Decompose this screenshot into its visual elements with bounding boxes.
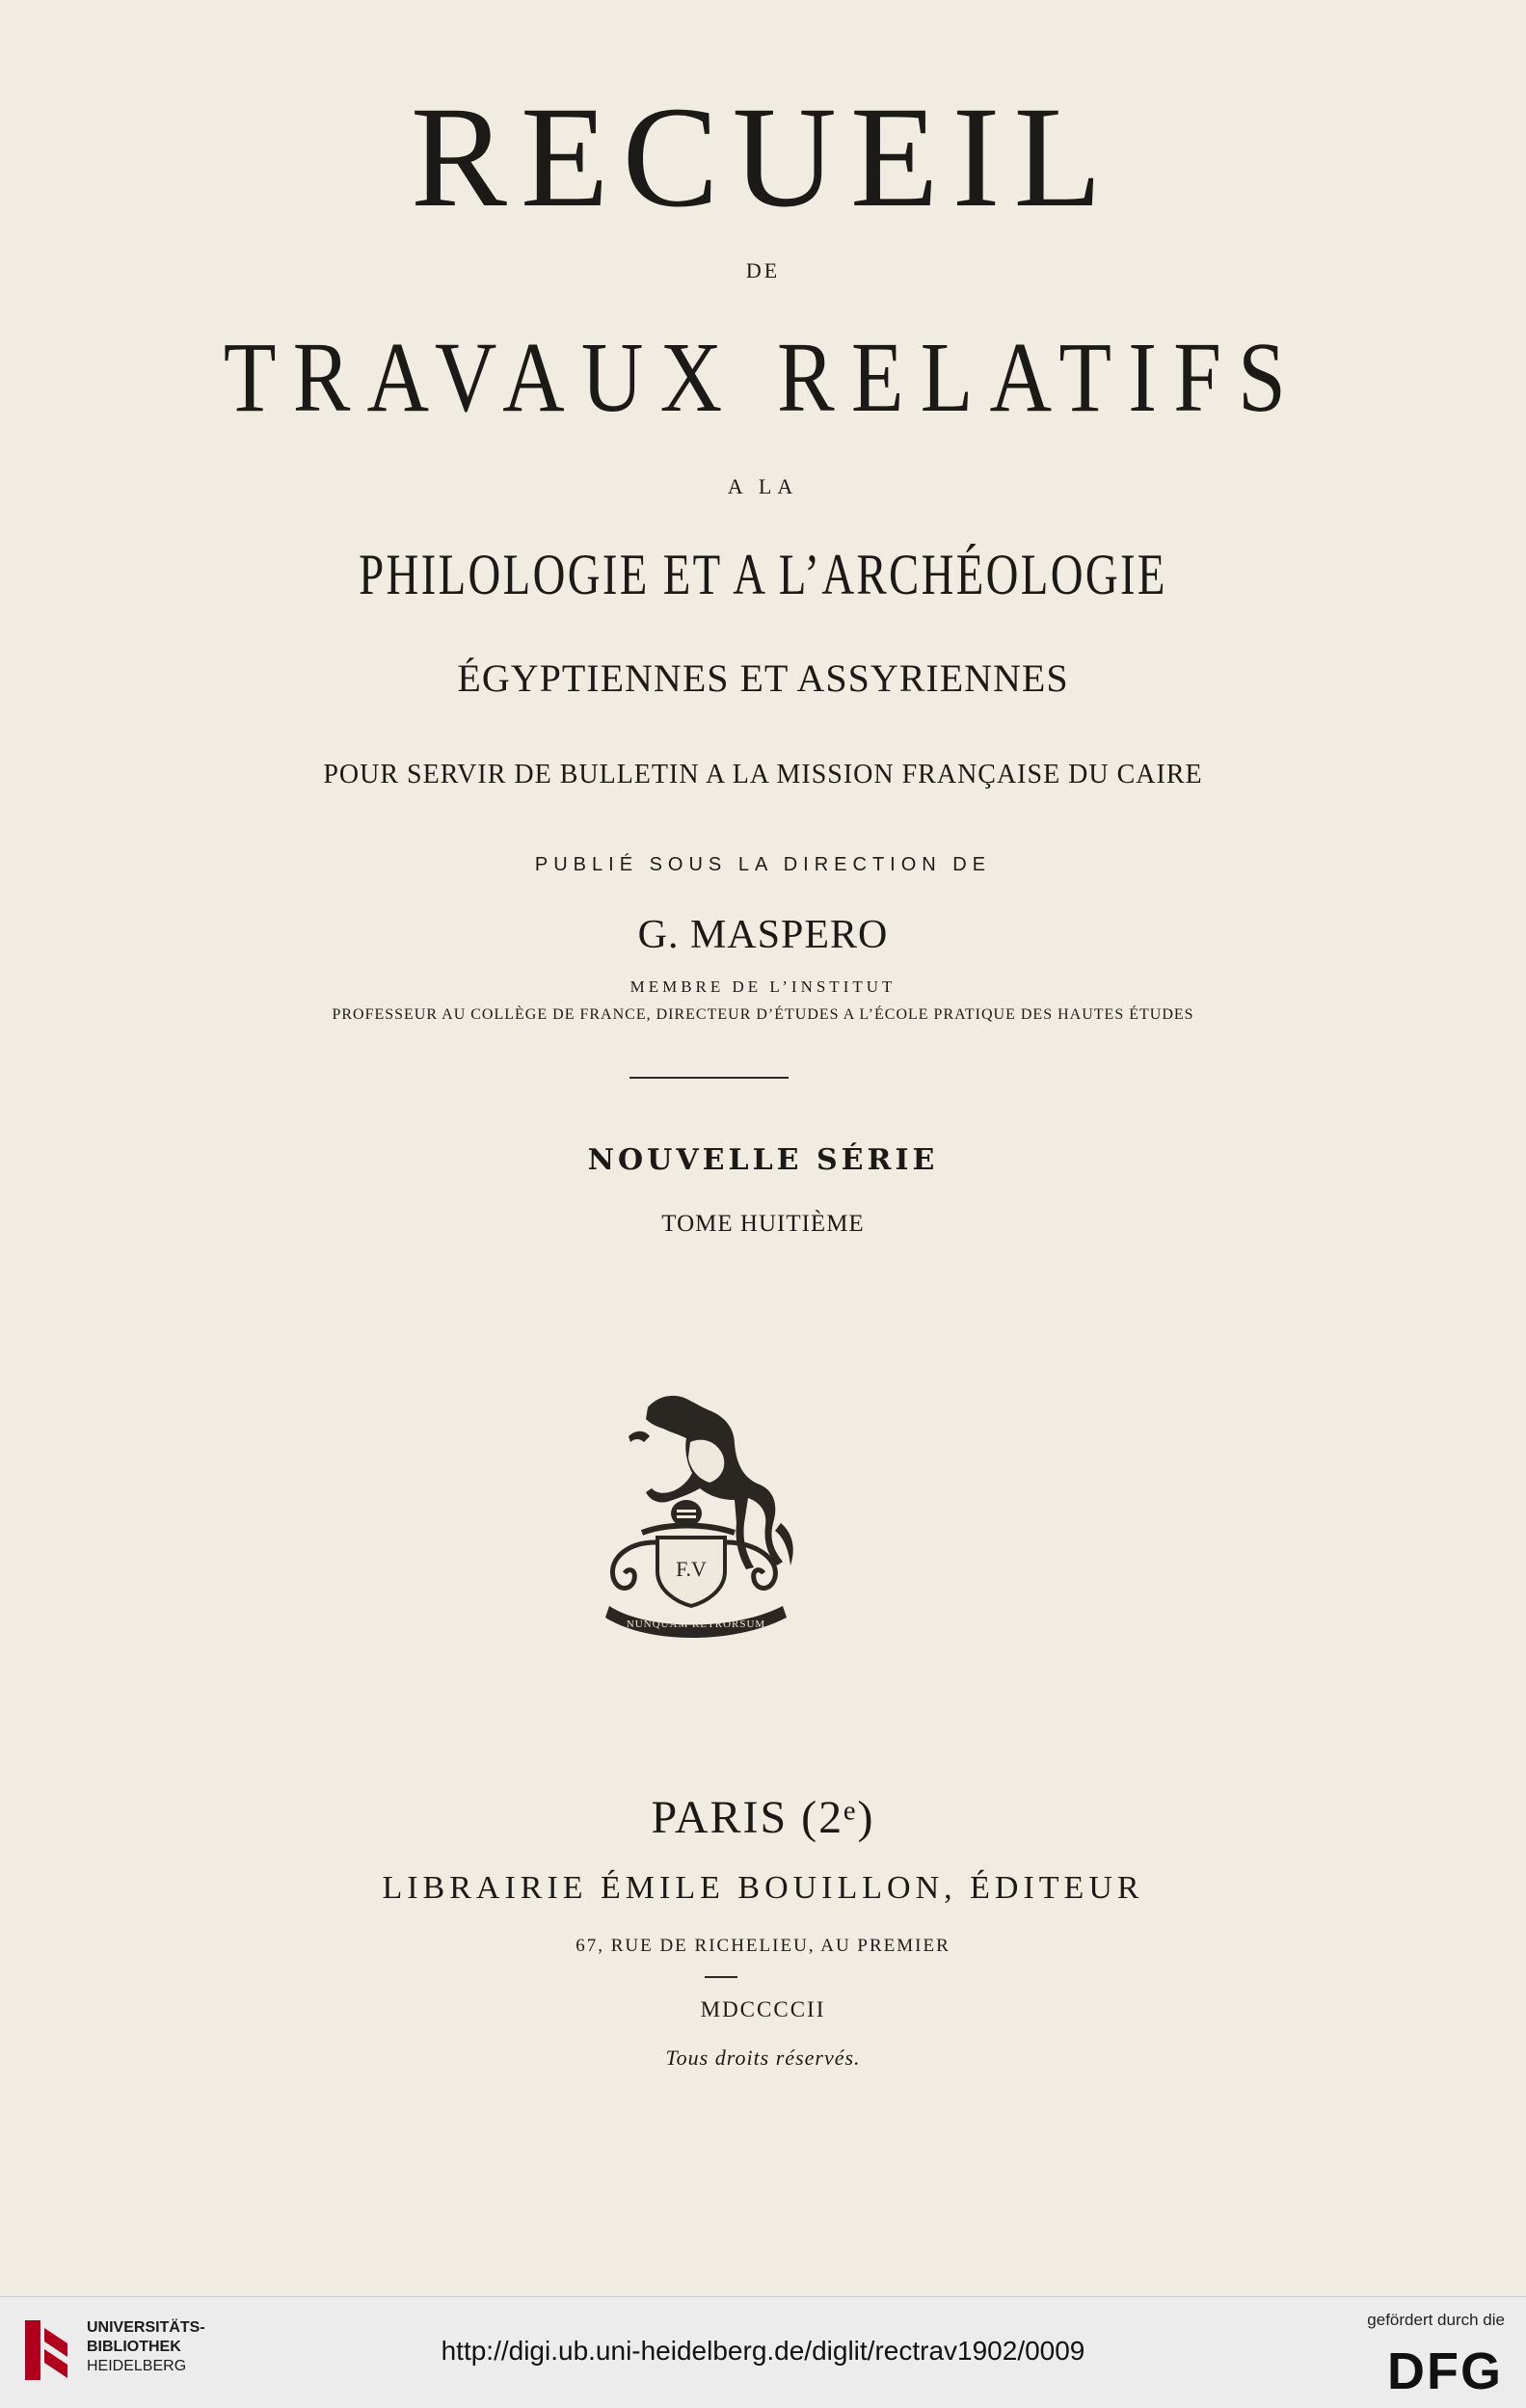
viewer-footer — [0, 2296, 1526, 2408]
editor-name: G. MASPERO — [637, 913, 889, 957]
horse-crest-emblem-icon — [590, 1378, 821, 1639]
emblem-monogram: F.V — [676, 1557, 707, 1581]
permalink-url[interactable]: http://digi.ub.uni-heidelberg.de/diglit/rectrav1902/0009 — [441, 2336, 1085, 2366]
divider-rule — [629, 1077, 789, 1079]
imprint-address: 67, RUE DE RICHELIEU, AU PREMIER — [576, 1936, 950, 1956]
imprint-city: PARIS (2ᵉ) — [651, 1792, 875, 1843]
subtitle-egyptiennes: ÉGYPTIENNES ET ASSYRIENNES — [457, 656, 1069, 700]
library-name-line2: BIBLIOTHEK — [87, 2339, 181, 2355]
imprint-year: MDCCCCII — [700, 1997, 826, 2021]
title-travaux: TRAVAUX RELATIFS — [223, 322, 1303, 433]
title-a-la: A LA — [727, 474, 799, 498]
rights-note: Tous droits réservés. — [665, 2046, 861, 2070]
series-label: NOUVELLE SÉRIE — [587, 1143, 939, 1177]
editor-membre: MEMBRE DE L’INSTITUT — [629, 977, 897, 996]
editor-professeur: PROFESSEUR AU COLLÈGE DE FRANCE, DIRECTEUR D’ÉTUDES A L’ÉCOLE PRATIQUE DES HAUTES ÉTUDES — [332, 1006, 1194, 1023]
imprint-rule — [705, 1976, 737, 1978]
tome-label: TOME HUITIÈME — [661, 1211, 865, 1237]
funding-note: gefördert durch die — [1367, 2311, 1505, 2329]
publie-sous: PUBLIÉ SOUS LA DIRECTION DE — [534, 854, 992, 875]
emblem-motto: NUNQUAM RETRORSUM — [626, 1619, 766, 1630]
imprint-publisher: LIBRAIRIE ÉMILE BOUILLON, ÉDITEUR — [382, 1870, 1144, 1906]
title-recueil: RECUEIL — [410, 77, 1116, 237]
title-de: DE — [745, 258, 781, 282]
library-name-line1: UNIVERSITÄTS- — [87, 2319, 205, 2336]
dfg-logo[interactable]: DFG — [1387, 2342, 1503, 2400]
library-name-line3: HEIDELBERG — [87, 2358, 187, 2374]
subtitle-pour-servir: POUR SERVIR DE BULLETIN A LA MISSION FRANÇAISE DU CAIRE — [323, 760, 1203, 789]
title-philologie: PHILOLOGIE ET A L’ARCHÉOLOGIE — [359, 543, 1167, 606]
